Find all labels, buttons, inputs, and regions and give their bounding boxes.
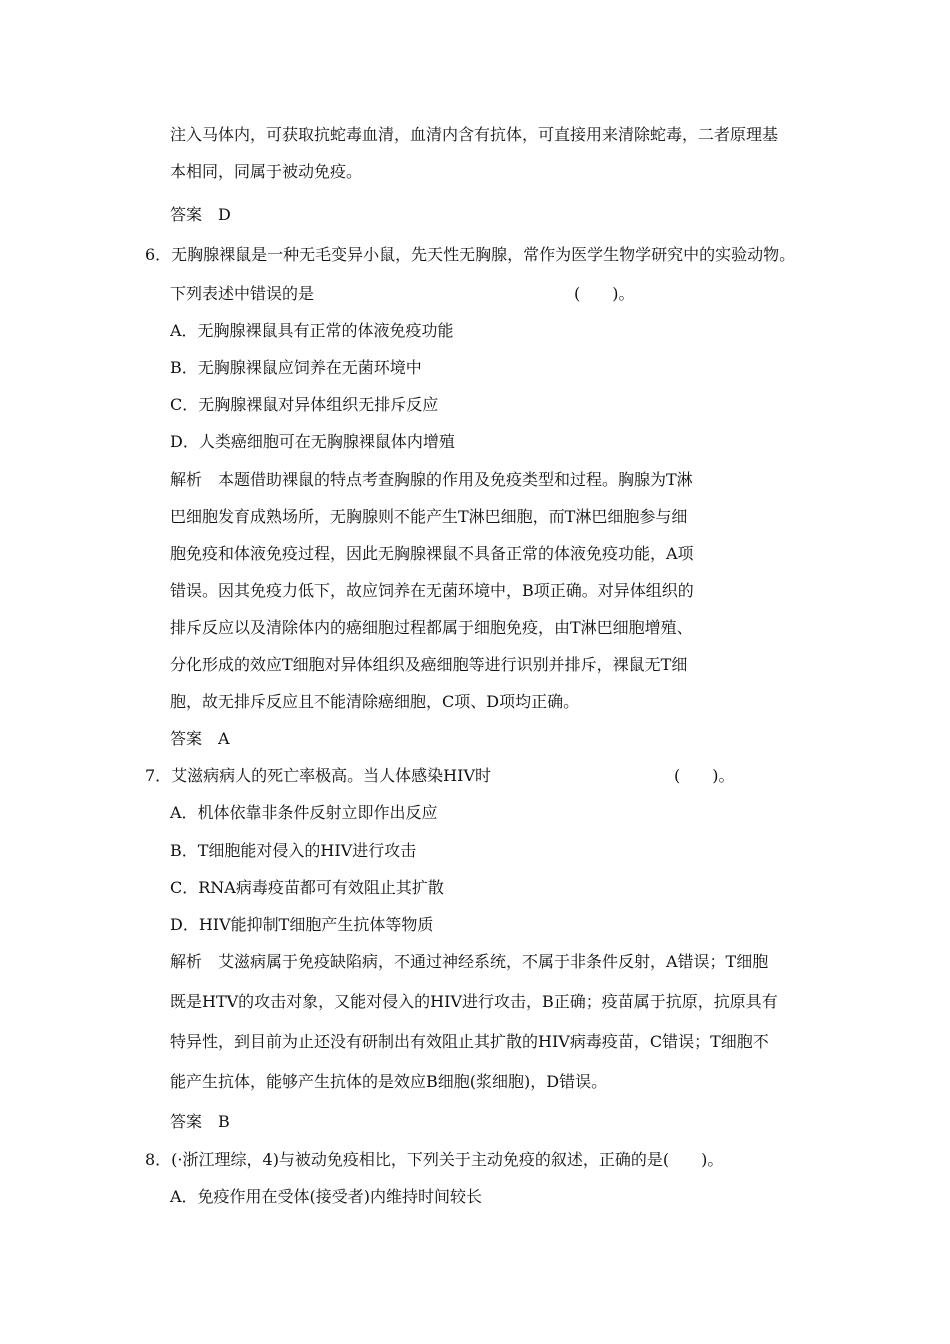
q6-explain-line-1: 解析 本题借助裸鼠的特点考查胸腺的作用及免疫类型和过程。胸腺为T淋 bbox=[170, 470, 693, 489]
q6-explain-line-4: 错误。因其免疫力低下，故应饲养在无菌环境中，B项正确。对异体组织的 bbox=[170, 581, 694, 600]
q6-stem-line-2: 下列表述中错误的是 bbox=[170, 284, 315, 303]
q7-explain-line-1: 解析 艾滋病属于免疫缺陷病，不通过神经系统，不属于非条件反射，A错误；T细胞 bbox=[170, 952, 769, 971]
q6-option-d: D．人类癌细胞可在无胸腺裸鼠体内增殖 bbox=[170, 432, 455, 451]
q8-stem: 8．(·浙江理综，4)与被动免疫相比，下列关于主动免疫的叙述，正确的是( )。 bbox=[145, 1150, 724, 1169]
q7-option-c: C．RNA病毒疫苗都可有效阻止其扩散 bbox=[170, 878, 444, 897]
q5-explain-line-1: 注入马体内，可获取抗蛇毒血清，血清内含有抗体，可直接用来清除蛇毒，二者原理基 bbox=[170, 125, 779, 144]
q6-option-b: B．无胸腺裸鼠应饲养在无菌环境中 bbox=[170, 358, 422, 377]
q7-option-d: D．HIV能抑制T细胞产生抗体等物质 bbox=[170, 915, 434, 934]
q6-explain-line-2: 巴细胞发育成熟场所，无胸腺则不能产生T淋巴细胞，而T淋巴细胞参与细 bbox=[170, 507, 688, 526]
q6-explain-line-6: 分化形成的效应T细胞对异体组织及癌细胞等进行识别并排斥，裸鼠无T细 bbox=[170, 655, 688, 674]
q6-option-a: A．无胸腺裸鼠具有正常的体液免疫功能 bbox=[170, 321, 454, 340]
q7-explain-line-2: 既是HTV的攻击对象，又能对侵入的HIV进行攻击，B正确；疫苗属于抗原，抗原具有 bbox=[170, 992, 778, 1011]
q6-stem-line-1: 6．无胸腺裸鼠是一种无毛变异小鼠，先天性无胸腺，常作为医学生物学研究中的实验动物。 bbox=[145, 245, 796, 264]
q7-answer-bracket: ( )。 bbox=[674, 766, 735, 785]
q7-explain-line-3: 特异性，到目前为止还没有研制出有效阻止其扩散的HIV病毒疫苗，C错误；T细胞不 bbox=[170, 1032, 769, 1051]
q7-explain-line-4: 能产生抗体，能够产生抗体的是效应B细胞(浆细胞)，D错误。 bbox=[170, 1072, 608, 1091]
q7-option-a: A．机体依靠非条件反射立即作出反应 bbox=[170, 803, 438, 822]
q8-option-a: A．免疫作用在受体(接受者)内维持时间较长 bbox=[170, 1187, 483, 1206]
q6-explain-line-3: 胞免疫和体液免疫过程，因此无胸腺裸鼠不具备正常的体液免疫功能，A项 bbox=[170, 544, 694, 563]
q7-answer: 答案 B bbox=[170, 1112, 230, 1131]
q6-explain-line-5: 排斥反应以及清除体内的癌细胞过程都属于细胞免疫，由T淋巴细胞增殖、 bbox=[170, 618, 693, 637]
q6-option-c: C．无胸腺裸鼠对异体组织无排斥反应 bbox=[170, 395, 439, 414]
q5-explain-line-2: 本相同，同属于被动免疫。 bbox=[170, 162, 363, 181]
q7-stem: 7．艾滋病病人的死亡率极高。当人体感染HIV时 bbox=[145, 766, 492, 785]
q5-answer: 答案 D bbox=[170, 205, 231, 224]
q7-option-b: B．T细胞能对侵入的HIV进行攻击 bbox=[170, 841, 417, 860]
q6-answer: 答案 A bbox=[170, 729, 230, 748]
q6-explain-line-7: 胞，故无排斥反应且不能清除癌细胞，C项、D项均正确。 bbox=[170, 692, 580, 711]
q6-answer-bracket: ( )。 bbox=[574, 284, 635, 303]
